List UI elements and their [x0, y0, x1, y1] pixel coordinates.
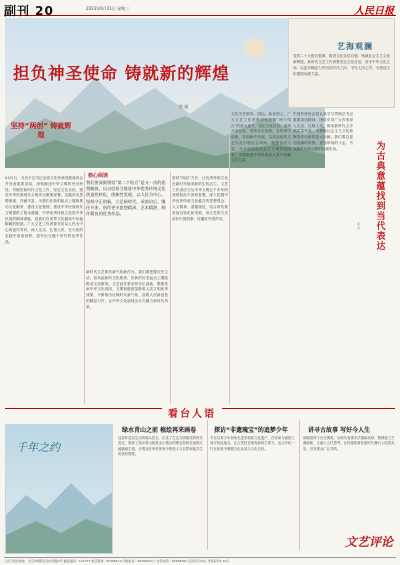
footer-imprint: 人民日报社地址：北京市朝阳区金台西路2号 邮政编码：100733 电话查询：65368114 印刷业务：65368452 广告部电话：65368282 定价每月24元 零售每份1.50元: [4, 557, 396, 563]
issue-date: 2023年6月21日 星期三: [86, 6, 130, 11]
aside-text: 党的二十大报告强调，推进文化自信自强，铸就社会主义文化新辉煌。新时代文艺工作者要坚定文化自信，坚守中华文化立场，以更多精品力作回应时代之问，书写人民心声，为建设文化强国贡献力量。: [293, 54, 391, 76]
column-divider: [299, 420, 300, 550]
main-headline: 担负神圣使命 铸就新的辉煌: [13, 64, 230, 83]
article-column-1: 6月2日，习近平总书记出席文化传承发展座谈会并发表重要讲话，深刻阐述中华文明的突出特性，对做好新时代文化工作、坚定文化自信、建设中华民族现代文明作出重要部署。这篇讲话思想深邃、内涵丰富，为我们在新的起点上继续推动文化繁荣、建设文化强国、建设中华民族现代文明提供了根本遵循。中华优秀传统文化是中华民族的精神命脉，是我们在世界文化激荡中站稳脚跟的根基。广大文艺工作者要坚持以人民为中心的创作导向，深入生活、扎根人民，在火热的实践中汲取营养，创作出无愧于时代的优秀作品。: [5, 176, 83, 244]
article-column-4: 文化关乎国本、国运。新征程上，广大文艺工作者要深刻理解“两个结合”的重大意义，坚定文化自信，秉持开放包容，坚持守正创新，在传承中创新，在创新中发展，以高品质的文艺作品引领社会风尚，凝聚奋进力量，为全面建设社会主义现代化国家、全面推进中华民族伟大复兴贡献文艺力量。: [231, 112, 291, 163]
article-column-2: 新时代文艺要有新气象新作为。我们要把握历史主动，担负起新的文化使命，在新的历史起点上继续推动文化繁荣。文艺创作要坚持守正创新，既要传承中华文化基因，又要积极借鉴吸收人类文明优秀成果，不断推出反映时代新气象、讴歌人民新创造的精品力作，让中华文化展现出永久魅力和时代风采。: [86, 270, 168, 309]
masthead: [4, 2, 396, 16]
side-article-author: 张 文: [357, 222, 361, 230]
lower-article-headline-1: 绿水青山之前 植绘再来画卷: [122, 427, 197, 434]
core-reading-label: 核心阅读: [88, 173, 109, 179]
column-divider: [170, 172, 171, 404]
side-article-headline: 为古典意蕴找到当代表达: [376, 142, 386, 252]
column-divider: [229, 112, 230, 404]
lower-article-text-3: 该剧取材于历史典故，以现代叙事手法重新演绎，既保留了古典韵味，又融入当代思考，让传统故事在新时代舞台上绽放光彩，引发观众广泛共鸣。: [303, 436, 395, 451]
section-brand-tag: 文艺评论: [345, 535, 394, 549]
band-title: 看台人语: [162, 405, 222, 420]
promo-title: 千年之约: [16, 441, 60, 454]
sidebar-title: 坚持“两创” 铸就辉煌: [10, 122, 72, 139]
promo-illustration: [5, 424, 113, 554]
aside-title: 艺海观澜: [337, 41, 373, 51]
byline: 铁 凝: [179, 104, 189, 109]
lower-article-text-1: 这部作品以生动的镜头语言，记录了生态文明建设的时代变迁，展现了绿水青山就是金山银山的理念如何在祖国大地落地生根，让观众在审美体验中感受人与自然和谐共生的美好图景。: [118, 436, 203, 457]
lower-article-text-2: 节目以青少年视角走进非物质文化遗产，在传承与创新之间寻找连接点，让古老技艺焕发新的生命力，也让年轻一代在体验中增强文化认同与文化自信。: [210, 436, 295, 451]
section-label: 副刊 20: [4, 4, 54, 18]
column-divider: [84, 172, 85, 404]
lower-article-headline-2: 探访“非遗瑰宝”的追梦少年: [214, 427, 288, 434]
article-column-5: 中国作家协会将认真学习贯彻总书记重要讲话精神，团结引导广大作家深入生活、扎根人民，推动新时代文学高质量发展，为铸就社会主义文化新辉煌作出新的更大贡献。我们要以更加饱满的热情、更加昂扬的斗志，书写新时代新征程的壮阔史诗。: [293, 112, 353, 151]
newspaper-logo: 人民日报: [354, 6, 394, 17]
lower-article-headline-3: 讲寻古故事 写好今人生: [308, 427, 371, 434]
core-reading-text: 我们要深刻领悟“第二个结合”是又一次的思想解放，以自信担当推进中华优秀传统文化创造性转化、创新性发展，以人民为中心，坚持守正创新，立足新时代，承前启后、继往开来，创作更多思想精深、艺术精湛、制作精良的优秀作品。: [86, 180, 166, 217]
article-column-3: 坚持“两创”方针，让优秀传统文化在新时代焕发新的生机活力。文艺工作者应当从中华文明五千多年的深厚积淀中汲取智慧，深入挖掘中华优秀传统文化蕴含的思想观念、人文精神、道德规范，结合时代要求加以转化和发展，用文艺的方式讲好中国故事、传播好中国声音。: [172, 176, 228, 221]
aside-column: [288, 18, 395, 108]
column-divider: [207, 420, 208, 550]
